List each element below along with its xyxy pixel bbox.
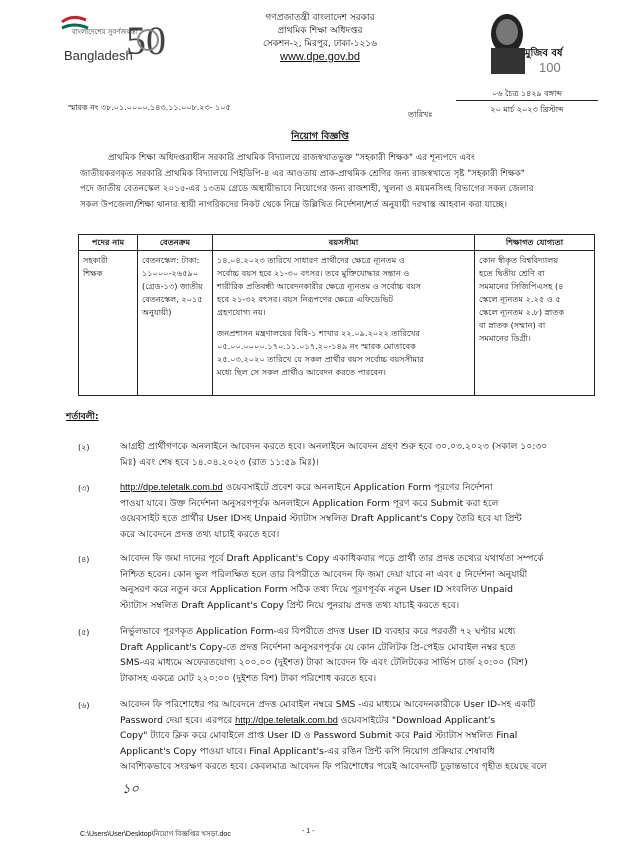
logo-right-text: মুজিব বর্ষ bbox=[525, 48, 563, 59]
condition-number: (৩) bbox=[78, 484, 90, 493]
condition-number: (৫) bbox=[78, 628, 90, 637]
dept-name: প্রাথমিক শিক্ষা অধিদপ্তর bbox=[277, 26, 363, 36]
cell-age: ১৪.০৪.২০২৩ তারিখে সাধারণ প্রার্থীদের ক্ষেত্রে ন্যূনতম ও সর্বোচ্চ বয়স হবে ২১-৩০ বৎসর। তবে মুক্তিযোদ্ধার সন্তান ও শারীরিক প্রতিবন্ধী আবেদনকারীর ক্ষেত্রে ন্যূনতম ও সর্বোচ্চ বয়স হবে ২১-৩২ বৎসর। বয়স নিরূপণের ক্ষেত্রে এফিডেভিট গ্রহণযোগ্য নয়। জনপ্রশাসন মন্ত্রণালয়ের বিধি-১ শাখার ২২.০৯.২০২২ তারিখের ০৫.০০.০০০০.১৭০.১১.০১৭.২০-১৪৯ নং স্মারক মোতাবেক ২৫.০৩.২০২০ তারিখে যে সকল প্রার্থীর বয়স সর্বোচ্চ বয়সসীমার মধ্যে ছিল সে সকল প্রার্থীও আবেদন করতে পারবেন। bbox=[213, 251, 475, 396]
intro-line: জাতীয়করণকৃত সরকারি প্রাথমিক বিদ্যালয়ে পিইডিপি-৪ এর আওতায় প্রাক-প্রাথমিক শ্রেণির জন্য রাজস্বখাতে সৃষ্ট "সহকারী শিক্ষক" bbox=[80, 168, 525, 179]
memo-number: স্মারক নং ৩৮.০১.০০০০.১৪৩.১১.০০৮.২৩- ১০৫ bbox=[68, 103, 231, 112]
condition-item: http://dpe.teletalk.com.bd ওয়েবসাইটে প্রবেশ করে অনলাইনে Application Form পূরণের নির্দেশনা পাওয়া যাবে। উক্ত নির্দেশনা অনুসরণপূর্বক অনলাইনে Application Form পূরণ করে Submit করা হলে ওয়েবসাইট হতে প্রার্থীর User IDসহ Unpaid স্ট্যাটাস সম্বলিত Draft Applicant's Copy তৈরি হবে যা প্রিন্ট করে আবেদনে প্রদত্ত তথ্য যাচাই করতে হবে। bbox=[120, 482, 522, 540]
conditions-title: শর্তাবলী: bbox=[66, 412, 99, 422]
table-row bbox=[79, 251, 595, 396]
date-bangla: ০৬ চৈত্র ১৪২৯ বঙ্গাব্দ bbox=[456, 88, 598, 101]
logo-small-text: বাংলাদেশের সুবর্ণজয়ন্তী bbox=[72, 28, 138, 36]
dept-address: সেকশন-২, মিরপুর, ঢাকা-১২১৬ bbox=[263, 39, 377, 49]
col-header-education: শিক্ষাগত যোগ্যতা bbox=[475, 235, 595, 251]
cell-education: কোন স্বীকৃত বিশ্ববিদ্যালয় হতে দ্বিতীয় শ্রেণি বা সমমানের সিজিপিএসহ (৪ স্কেলে ন্যূনতম ২.২৫ ও ৫ স্কেলে ন্যূনতম ২.৮) স্নাতক বা স্নাতক (সম্মান) বা সমমানের ডিগ্রী। bbox=[475, 251, 595, 396]
teletalk-link[interactable]: http://dpe.teletalk.com.bd bbox=[120, 482, 223, 492]
intro-line: প্রাথমিক শিক্ষা অধিদপ্তরাধীন সরকারি প্রাথমিক বিদ্যালয়ে রাজস্বখাতভুক্ত "সহকারী শিক্ষক" এর শূন্যপদে এবং bbox=[108, 153, 475, 163]
intro-line: সকল উপজেলা/শিক্ষা থানার স্থায়ী নাগরিকদের নিকট থেকে নিম্নে উল্লিখিত নির্দেশনা/শর্ত অনুযায়ী দরখাস্ত আহবান করা যাচ্ছে। bbox=[80, 199, 508, 210]
page-title: নিয়োগ বিজ্ঞপ্তি bbox=[291, 131, 349, 142]
teletalk-link-2[interactable]: http://dpe.teletalk.com.bd bbox=[235, 714, 338, 725]
condition-item: আবেদন ফি জমা দানের পূর্বে Draft Applicant's Copy একাধিকবার পড়ে প্রার্থী তার প্রদত্ত তথ্যের যথার্থতা সম্পর্কে নিশ্চিত হবেন। কোন ভুল পরিলক্ষিত হলে তার বিপরীতে আবেদন ফি জমা দেয়া যাবে না এবং ৫ নির্দেশনা অনুযায়ী অনুসরণ করে নতুন করে Application Form সঠিক তথ্য দিয়ে পূরণপূর্বক নতুন User ID সংবলিত Unpaid স্ট্যাটাস সম্বলিত Draft Applicant's Copy প্রিন্ট নিয়ে পুনরায় প্রদত্ত তথ্য যাচাই করতে হবে। bbox=[120, 553, 544, 611]
bangladesh-50-logo bbox=[56, 12, 166, 72]
condition-item: আগ্রহী প্রার্থীগণকে অনলাইনে আবেদন করতে হবে। অনলাইনে আবেদন গ্রহণ শুরু হবে ৩০.০৩.২০২৩ (সকাল ১০:৩০ মিঃ) এবং শেষ হবে ১৪.০৪.২০২৩ (রাত ১১:৫৯ মিঃ)। bbox=[120, 441, 548, 468]
col-header-salary: বেতনক্রম bbox=[138, 235, 213, 251]
condition-number: (২) bbox=[78, 443, 90, 452]
col-header-age: বয়সসীমা bbox=[213, 235, 475, 251]
condition-item: আবেদন ফি পরিশোধের পর আবেদনে প্রদত্ত মোবাইল নম্বরে SMS -এর মাধ্যমে আবেদনকারীকে User ID-সহ একটি Password দেয়া হবে। এরপরে http://dpe.teletalk.com.bd ওয়েবসাইটের "Download Applicant's Copy" ট্যাবে ক্লিক করে মোবাইলে প্রাপ্ত User ID ও Password Submit করে Paid স্ট্যাটাস সম্বলিত Final Applicant's Copy পাওয়া যাবে। Final Applicant's-এর রঙিন প্রিন্ট কপি নিয়োগ প্রক্রিয়ার শেষাবধি আবশ্যিকভাবে সংরক্ষণ করতে হবে। কেবলমাত্র আবেদন ফি পরিশোধের পরেই আবেদনটি চূড়ান্তভাবে গৃহীত হয়েছে বলে bbox=[120, 699, 548, 772]
mujib-borsho-logo bbox=[477, 6, 575, 76]
date-english: ২০ মার্চ ২০২৩ খ্রিস্টাব্দ bbox=[490, 105, 564, 114]
footer-page-number: - 1 - bbox=[302, 828, 315, 835]
condition-item: নির্ভুলভাবে পূরণকৃত Application Form-এর বিপরীতে প্রদত্ত User ID ব্যবহার করে পরবর্তী ৭২ ঘণ্টার মধ্যে Draft Applicant's Copy-তে প্রদত্ত নির্দেশনা অনুসরণপূর্বক যে কোন টেলিটক প্রি-পেইড মোবাইল নম্বর হতে SMS-এর মাধ্যমে অফেরতযোগ্য ২০০.০০ (দুইশত) টাকা আবেদন ফি এবং টেলিটকের সার্ভিস চার্জ ২০:০০ (বিশ) টাকাসহ একত্রে মোট ২২০:০০ (দুইশত বিশ) টাকা পরিশোধ করতে হবে। bbox=[120, 626, 528, 684]
logo-text: Bangladesh bbox=[64, 48, 133, 63]
gov-name: গণপ্রজাতন্ত্রী বাংলাদেশ সরকার bbox=[265, 13, 375, 23]
footer-file-path: C:\Users\User\Desktop\নিয়োগ বিজ্ঞপ্তির খসড়া.doc bbox=[80, 831, 231, 838]
date-label: তারিখঃ bbox=[408, 110, 433, 119]
cell-salary: বেতনস্কেল: টাকা: ১১০০০-২৬৫৯০ (গ্রেড-১৩) জাতীয় বেতনস্কেল, ২০১৫ অনুযায়ী) bbox=[138, 251, 213, 396]
website-link[interactable]: www.dpe.gov.bd bbox=[280, 51, 360, 63]
intro-paragraph bbox=[80, 151, 534, 213]
table-header-row bbox=[79, 235, 595, 251]
recruitment-table bbox=[78, 234, 595, 396]
cell-post: সহকারী শিক্ষক bbox=[79, 251, 138, 396]
condition-number: (৪) bbox=[78, 555, 90, 564]
condition-number: (৬) bbox=[78, 701, 90, 710]
logo-right-number: 100 bbox=[539, 60, 561, 75]
logo-number: 50 bbox=[126, 18, 166, 63]
intro-line: পদে জাতীয় বেতনস্কেল ২০১৫-এর ১৩তম গ্রেডে অস্থায়ীভাবে নিয়োগের জন্য রাজশাহী, খুলনা ও ময়মনসিংহ বিভাগের সকল জেলার bbox=[80, 184, 534, 194]
handwritten-initial: ১০ bbox=[122, 782, 139, 797]
col-header-post: পদের নাম bbox=[79, 235, 138, 251]
